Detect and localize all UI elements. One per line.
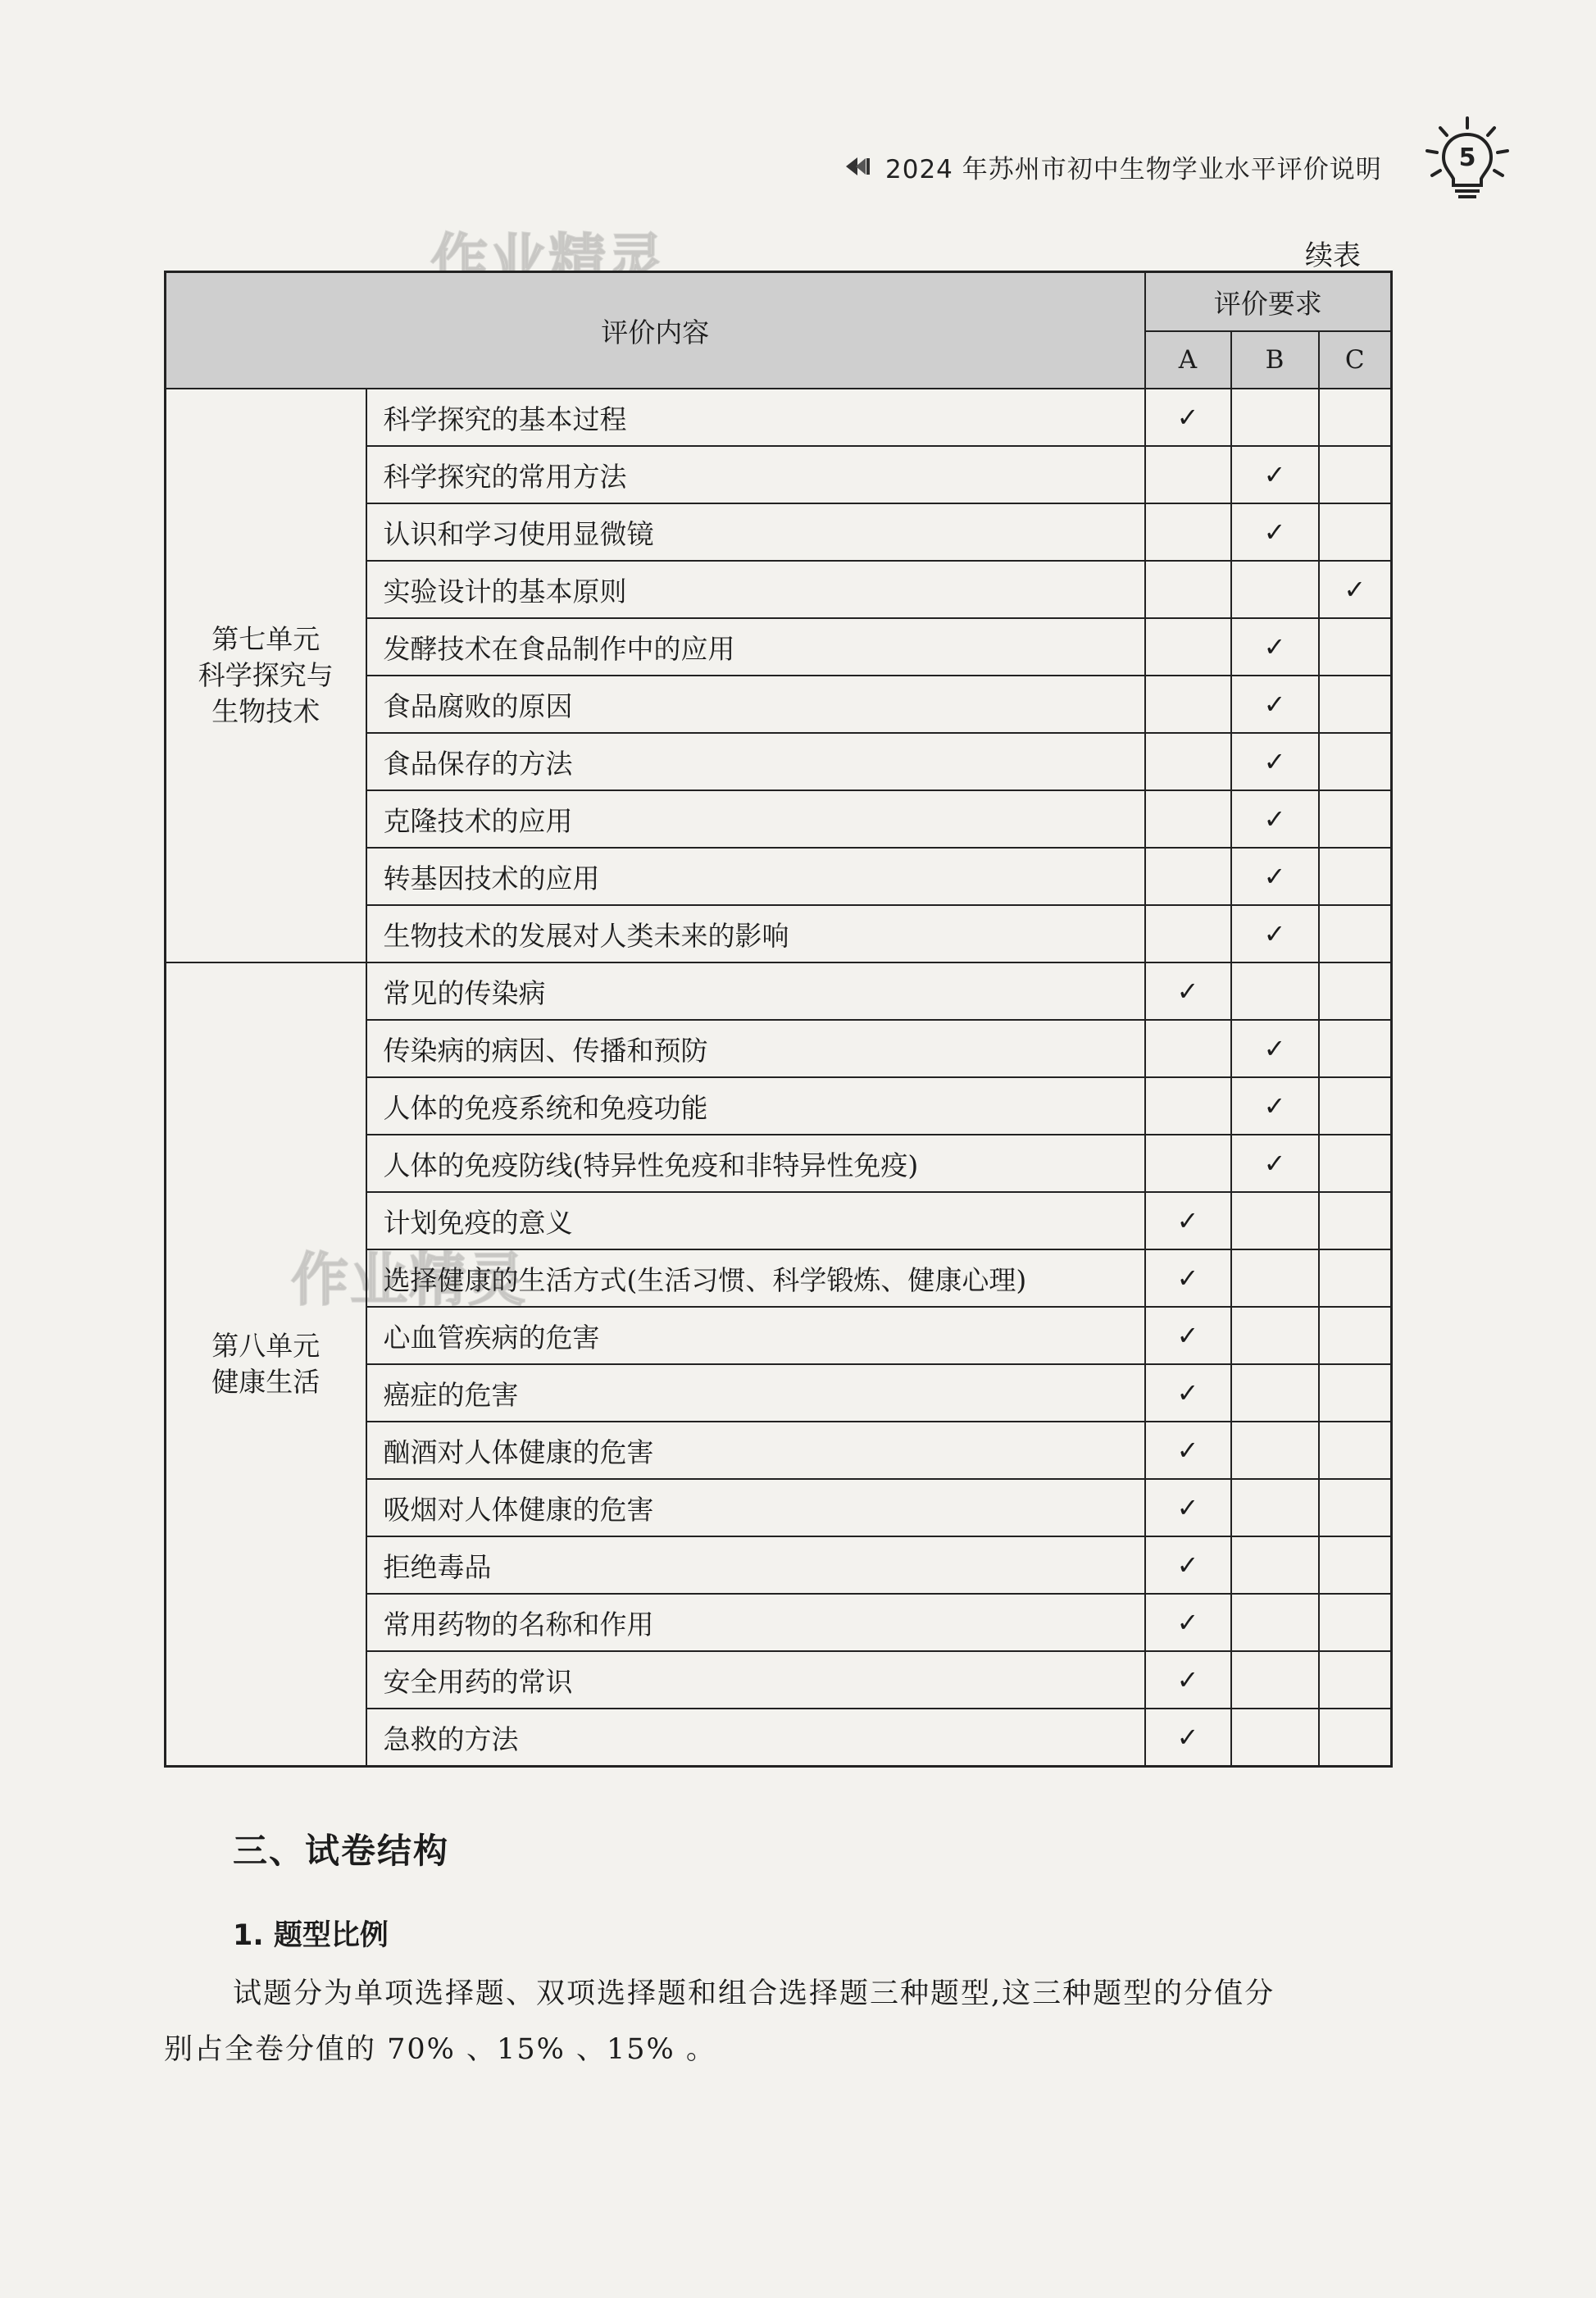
level-a-cell xyxy=(1145,561,1231,618)
content-item-cell: 计划免疫的意义 xyxy=(366,1192,1145,1249)
level-b-cell xyxy=(1231,676,1319,733)
level-a-cell xyxy=(1145,446,1231,503)
content-item-cell: 科学探究的基本过程 xyxy=(366,389,1145,446)
level-c-cell xyxy=(1319,561,1392,618)
watermark: 作业精灵 xyxy=(291,1246,527,1313)
level-b-cell xyxy=(1231,1364,1319,1422)
checkmark-icon: ✓ xyxy=(1263,631,1286,662)
level-b-cell xyxy=(1231,905,1319,962)
content-item-cell: 安全用药的常识 xyxy=(366,1651,1145,1709)
content-item-cell: 生物技术的发展对人类未来的影响 xyxy=(366,905,1145,962)
checkmark-icon: ✓ xyxy=(1344,574,1366,605)
level-c-cell xyxy=(1319,1135,1392,1192)
checkmark-icon: ✓ xyxy=(1263,803,1286,835)
unit-name-line: 第八单元 xyxy=(211,1330,321,1362)
level-c-cell xyxy=(1319,389,1392,446)
checkmark-icon: ✓ xyxy=(1263,746,1286,777)
level-c-cell xyxy=(1319,1020,1392,1077)
level-a-cell xyxy=(1145,733,1231,790)
level-a-cell xyxy=(1145,618,1231,676)
level-a-cell xyxy=(1145,1709,1231,1767)
unit-name-line: 健康生活 xyxy=(211,1366,321,1398)
content-item-cell: 人体的免疫防线(特异性免疫和非特异性免疫) xyxy=(366,1135,1145,1192)
level-a-cell xyxy=(1145,1249,1231,1307)
header-level-b: B xyxy=(1231,331,1319,389)
content-item-cell: 拒绝毒品 xyxy=(366,1536,1145,1594)
table-row xyxy=(166,962,1392,1020)
level-c-cell xyxy=(1319,503,1392,561)
double-arrow-left-icon xyxy=(844,156,872,177)
level-b-cell xyxy=(1231,1709,1319,1767)
checkmark-icon: ✓ xyxy=(1263,1148,1286,1179)
checkmark-icon: ✓ xyxy=(1176,402,1199,433)
content-item-cell: 克隆技术的应用 xyxy=(366,790,1145,848)
content-item-cell: 吸烟对人体健康的危害 xyxy=(366,1479,1145,1536)
level-c-cell xyxy=(1319,790,1392,848)
level-c-cell xyxy=(1319,618,1392,676)
level-a-cell xyxy=(1145,1651,1231,1709)
level-b-cell xyxy=(1231,1192,1319,1249)
level-a-cell xyxy=(1145,1077,1231,1135)
level-a-cell xyxy=(1145,1192,1231,1249)
header-level-c: C xyxy=(1319,331,1392,389)
level-b-cell xyxy=(1231,848,1319,905)
header-level-a: A xyxy=(1145,331,1231,389)
level-c-cell xyxy=(1319,1422,1392,1479)
unit-name-cell xyxy=(166,389,366,962)
checkmark-icon: ✓ xyxy=(1176,1377,1199,1408)
checkmark-icon: ✓ xyxy=(1176,1263,1199,1294)
level-a-cell xyxy=(1145,1364,1231,1422)
checkmark-icon: ✓ xyxy=(1176,1607,1199,1638)
level-a-cell xyxy=(1145,1479,1231,1536)
level-b-cell xyxy=(1231,1651,1319,1709)
content-item-cell: 实验设计的基本原则 xyxy=(366,561,1145,618)
level-b-cell xyxy=(1231,561,1319,618)
level-c-cell xyxy=(1319,1594,1392,1651)
page-number: 5 xyxy=(1458,143,1476,172)
section-title: 三、试卷结构 xyxy=(233,1831,450,1871)
content-item-cell: 心血管疾病的危害 xyxy=(366,1307,1145,1364)
checkmark-icon: ✓ xyxy=(1176,1205,1199,1236)
table-row xyxy=(166,389,1392,446)
unit-name-line: 第七单元 xyxy=(211,623,321,655)
level-b-cell xyxy=(1231,1077,1319,1135)
header-evaluation-content: 评价内容 xyxy=(166,272,1145,389)
content-item-cell: 食品保存的方法 xyxy=(366,733,1145,790)
level-b-cell xyxy=(1231,1422,1319,1479)
checkmark-icon: ✓ xyxy=(1176,1492,1199,1523)
level-b-cell xyxy=(1231,1479,1319,1536)
level-b-cell xyxy=(1231,618,1319,676)
checkmark-icon: ✓ xyxy=(1263,1090,1286,1122)
level-c-cell xyxy=(1319,905,1392,962)
checkmark-icon: ✓ xyxy=(1263,689,1286,720)
checkmark-icon: ✓ xyxy=(1176,1435,1199,1466)
page-title: 2024 年苏州市初中生物学业水平评价说明 xyxy=(885,154,1382,184)
level-c-cell xyxy=(1319,1249,1392,1307)
unit-name-cell xyxy=(166,962,366,1767)
level-a-cell xyxy=(1145,848,1231,905)
level-a-cell xyxy=(1145,905,1231,962)
level-c-cell xyxy=(1319,1651,1392,1709)
checkmark-icon: ✓ xyxy=(1263,1033,1286,1064)
level-a-cell xyxy=(1145,1536,1231,1594)
checkmark-icon: ✓ xyxy=(1176,976,1199,1007)
level-c-cell xyxy=(1319,733,1392,790)
level-b-cell xyxy=(1231,1594,1319,1651)
level-b-cell xyxy=(1231,1536,1319,1594)
level-c-cell xyxy=(1319,1077,1392,1135)
level-b-cell xyxy=(1231,733,1319,790)
lightbulb-icon xyxy=(1422,115,1512,205)
level-a-cell xyxy=(1145,1422,1231,1479)
level-a-cell xyxy=(1145,962,1231,1020)
content-item-cell: 选择健康的生活方式(生活习惯、科学锻炼、健康心理) xyxy=(366,1249,1145,1307)
level-a-cell xyxy=(1145,1594,1231,1651)
checkmark-icon: ✓ xyxy=(1176,1664,1199,1695)
subsection-title: 1. 题型比例 xyxy=(233,1919,389,1952)
unit-name-line: 科学探究与 xyxy=(198,659,334,691)
continued-label: 续表 xyxy=(1305,239,1361,272)
level-b-cell xyxy=(1231,389,1319,446)
content-item-cell: 急救的方法 xyxy=(366,1709,1145,1767)
content-item-cell: 食品腐败的原因 xyxy=(366,676,1145,733)
level-c-cell xyxy=(1319,1479,1392,1536)
level-b-cell xyxy=(1231,1307,1319,1364)
checkmark-icon: ✓ xyxy=(1263,918,1286,949)
checkmark-icon: ✓ xyxy=(1263,459,1286,490)
unit-name-line: 生物技术 xyxy=(211,695,321,727)
level-b-cell xyxy=(1231,1249,1319,1307)
level-a-cell xyxy=(1145,790,1231,848)
content-item-cell: 常用药物的名称和作用 xyxy=(366,1594,1145,1651)
content-item-cell: 酗酒对人体健康的危害 xyxy=(366,1422,1145,1479)
checkmark-icon: ✓ xyxy=(1176,1722,1199,1753)
watermark: 作业精灵 xyxy=(430,227,666,294)
level-c-cell xyxy=(1319,1536,1392,1594)
level-b-cell xyxy=(1231,1020,1319,1077)
content-item-cell: 癌症的危害 xyxy=(366,1364,1145,1422)
paragraph-line-2: 别占全卷分值的 70% 、15% 、15% 。 xyxy=(164,2033,716,2066)
level-c-cell xyxy=(1319,1192,1392,1249)
level-c-cell xyxy=(1319,1709,1392,1767)
paragraph-line-1: 试题分为单项选择题、双项选择题和组合选择题三种题型,这三种题型的分值分 xyxy=(233,1977,1275,2010)
level-c-cell xyxy=(1319,676,1392,733)
checkmark-icon: ✓ xyxy=(1263,516,1286,548)
level-a-cell xyxy=(1145,503,1231,561)
level-a-cell xyxy=(1145,676,1231,733)
content-item-cell: 发酵技术在食品制作中的应用 xyxy=(366,618,1145,676)
header-evaluation-requirement: 评价要求 xyxy=(1145,272,1392,332)
level-a-cell xyxy=(1145,1020,1231,1077)
checkmark-icon: ✓ xyxy=(1176,1320,1199,1351)
content-item-cell: 常见的传染病 xyxy=(366,962,1145,1020)
level-c-cell xyxy=(1319,1307,1392,1364)
level-a-cell xyxy=(1145,1307,1231,1364)
checkmark-icon: ✓ xyxy=(1263,861,1286,892)
level-b-cell xyxy=(1231,1135,1319,1192)
level-b-cell xyxy=(1231,446,1319,503)
level-a-cell xyxy=(1145,1135,1231,1192)
level-c-cell xyxy=(1319,848,1392,905)
level-c-cell xyxy=(1319,446,1392,503)
level-c-cell xyxy=(1319,1364,1392,1422)
level-a-cell xyxy=(1145,389,1231,446)
content-item-cell: 科学探究的常用方法 xyxy=(366,446,1145,503)
evaluation-table xyxy=(164,271,1393,1768)
level-b-cell xyxy=(1231,790,1319,848)
level-b-cell xyxy=(1231,962,1319,1020)
running-header xyxy=(844,146,1382,187)
content-item-cell: 认识和学习使用显微镜 xyxy=(366,503,1145,561)
level-b-cell xyxy=(1231,503,1319,561)
content-item-cell: 传染病的病因、传播和预防 xyxy=(366,1020,1145,1077)
content-item-cell: 转基因技术的应用 xyxy=(366,848,1145,905)
level-c-cell xyxy=(1319,962,1392,1020)
checkmark-icon: ✓ xyxy=(1176,1549,1199,1581)
content-item-cell: 人体的免疫系统和免疫功能 xyxy=(366,1077,1145,1135)
